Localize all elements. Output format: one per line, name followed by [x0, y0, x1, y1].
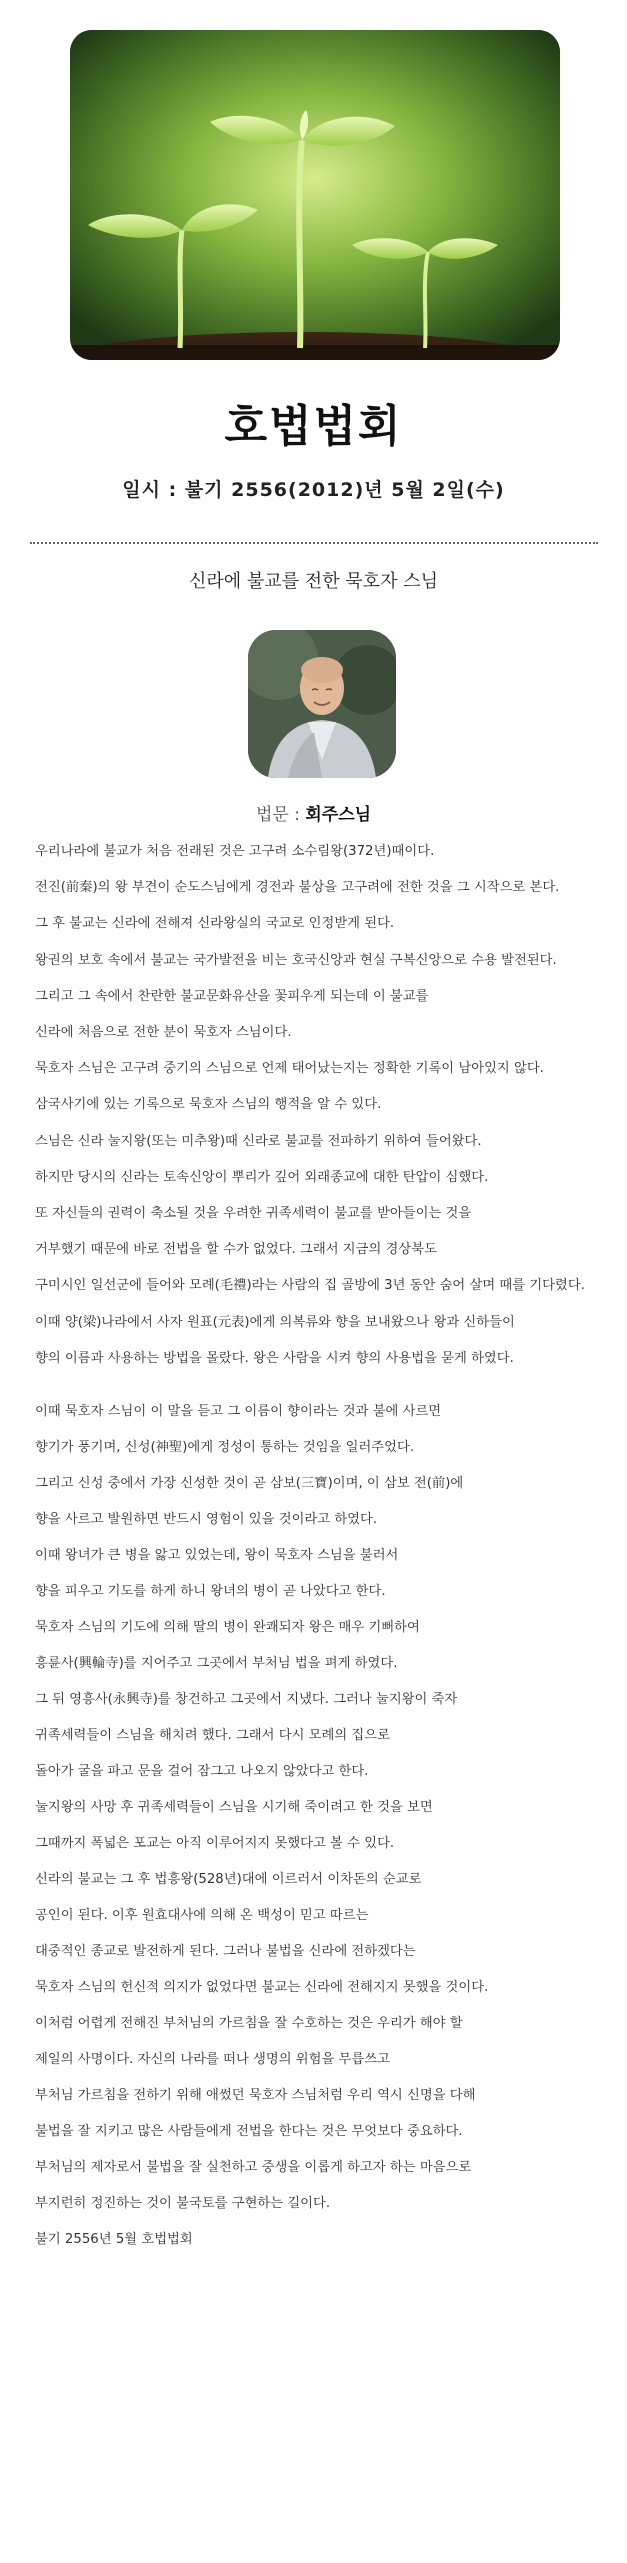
text-line: 부처님 가르침을 전하기 위해 애썼던 묵호자 스님처럼 우리 역시 신명을 다해	[35, 2088, 476, 2103]
text-line: 그때까지 폭넓은 포교는 아직 이루어지지 못했다고 볼 수 있다.	[35, 1836, 395, 1851]
text-line: 묵호자 스님의 헌신적 의지가 없었다면 불교는 신라에 전해지지 못했을 것이다.	[35, 1980, 489, 1995]
sprouts-illustration	[70, 30, 560, 360]
text-line: 이때 묵호자 스님이 이 말을 듣고 그 이름이 향이라는 것과 불에 사르면	[35, 1404, 442, 1419]
monk-portrait-illustration	[248, 630, 396, 778]
text-line: 부지런히 정진하는 것이 불국토를 구현하는 길이다.	[35, 2196, 331, 2211]
text-line: 그리고 신성 중에서 가장 신성한 것이 곧 삼보(三寶)이며, 이 삼보 전(前)에	[35, 1476, 464, 1491]
text-line: 그 후 불교는 신라에 전해져 신라왕실의 국교로 인정받게 된다.	[35, 916, 395, 932]
text-line: 향기가 풍기며, 신성(神聖)에게 정성이 통하는 것임을 일러주었다.	[35, 1440, 415, 1455]
sermon-subtitle: 신라에 불교를 전한 묵호자 스님	[189, 571, 438, 592]
text-line: 거부했기 때문에 바로 전법을 할 수가 없었다. 그래서 지금의 경상북도	[35, 1242, 437, 1258]
text-line: 불기 2556년 5월 호법법회	[35, 2232, 193, 2247]
text-line: 귀족세력들이 스님을 해치려 했다. 그래서 다시 모례의 집으로	[35, 1728, 390, 1743]
text-line: 묵호자 스님은 고구려 중기의 스님으로 언제 태어났는지는 정확한 기록이 남아있지 않다.	[35, 1061, 544, 1077]
text-line: 또 자신들의 권력이 축소될 것을 우려한 귀족세력이 불교를 받아들이는 것을	[35, 1206, 472, 1221]
text-line: 흥륜사(興輪寺)를 지어주고 그곳에서 부처님 법을 펴게 하였다.	[35, 1656, 398, 1671]
monk-portrait	[248, 630, 396, 778]
text-line: 신라에 처음으로 전한 분이 묵호자 스님이다.	[35, 1025, 292, 1040]
text-line: 그 뒤 영흥사(永興寺)를 창건하고 그곳에서 지냈다. 그러나 눌지왕이 죽자	[35, 1692, 458, 1707]
text-line: 우리나라에 불교가 처음 전래된 것은 고구려 소수림왕(372년)때이다.	[35, 844, 435, 859]
text-line: 불법을 잘 지키고 많은 사람들에게 전법을 한다는 것은 무엇보다 중요하다.	[35, 2124, 463, 2139]
speaker-name: 회주스님	[305, 805, 372, 825]
text-line: 대중적인 종교로 발전하게 된다. 그러나 불법을 신라에 전하겠다는	[35, 1944, 416, 1959]
speaker-line	[0, 800, 627, 825]
text-line: 부처님의 제자로서 불법을 잘 실천하고 중생을 이롭게 하고자 하는 마음으로	[35, 2160, 472, 2175]
dotted-divider	[30, 542, 598, 544]
page-title: 호법법회	[224, 401, 403, 452]
text-line: 향의 이름과 사용하는 방법을 몰랐다. 왕은 사람을 시켜 향의 사용법을 묻게 하였다.	[35, 1350, 514, 1366]
event-date: 일시 : 불기 2556(2012)년 5월 2일(수)	[122, 479, 505, 501]
speaker-label: 법문 :	[255, 805, 300, 825]
text-line: 이처럼 어렵게 전해진 부처님의 가르침을 잘 수호하는 것은 우리가 해야 할	[35, 2016, 463, 2031]
text-line: 하지만 당시의 신라는 토속신앙이 뿌리가 깊어 외래종교에 대한 탄압이 심했다.	[35, 1169, 489, 1185]
text-line: 돌아가 굴을 파고 문을 걸어 잠그고 나오지 않았다고 한다.	[35, 1764, 369, 1779]
text-line: 삼국사기에 있는 기록으로 묵호자 스님의 행적을 알 수 있다.	[35, 1097, 382, 1113]
text-line: 향을 피우고 기도를 하게 하니 왕녀의 병이 곧 나았다고 한다.	[35, 1584, 386, 1599]
text-line: 향을 사르고 발원하면 반드시 영험이 있을 것이라고 하였다.	[35, 1512, 378, 1527]
text-line: 공인이 된다. 이후 원효대사에 의해 온 백성이 믿고 따르는	[35, 1908, 369, 1923]
text-line: 이때 왕녀가 큰 병을 앓고 있었는데, 왕이 묵호자 스님을 불러서	[35, 1548, 399, 1563]
hero-image-sprouts	[70, 30, 560, 360]
text-line: 구미시인 일선군에 들어와 모례(毛禮)라는 사람의 집 골방에 3년 동안 숨어 살며 때를 기다렸다.	[35, 1278, 585, 1294]
text-line: 묵호자 스님의 기도에 의해 딸의 병이 완쾌되자 왕은 매우 기뻐하여	[35, 1620, 420, 1635]
text-line: 스님은 신라 눌지왕(또는 미추왕)때 신라로 불교를 전파하기 위하여 들어왔다.	[35, 1133, 482, 1149]
text-line: 왕권의 보호 속에서 불교는 국가발전을 비는 호국신앙과 현실 구복신앙으로 수용 발전된다.	[35, 952, 557, 968]
text-line: 눌지왕의 사망 후 귀족세력들이 스님을 시기해 죽이려고 한 것을 보면	[35, 1800, 433, 1815]
text-line: 전진(前秦)의 왕 부견이 순도스님에게 경전과 불상을 고구려에 전한 것을 그 시작으로 본다.	[35, 880, 560, 896]
text-line: 그리고 그 속에서 찬란한 불교문화유산을 꽃피우게 되는데 이 불교를	[35, 988, 429, 1004]
text-line: 이때 양(梁)나라에서 사자 원표(元表)에게 의복류와 향을 보내왔으나 왕과 신하들이	[35, 1314, 515, 1330]
text-line: 제일의 사명이다. 자신의 나라를 떠나 생명의 위험을 무릅쓰고	[35, 2052, 390, 2067]
text-line: 신라의 불교는 그 후 법흥왕(528년)대에 이르러서 이차돈의 순교로	[35, 1872, 422, 1887]
